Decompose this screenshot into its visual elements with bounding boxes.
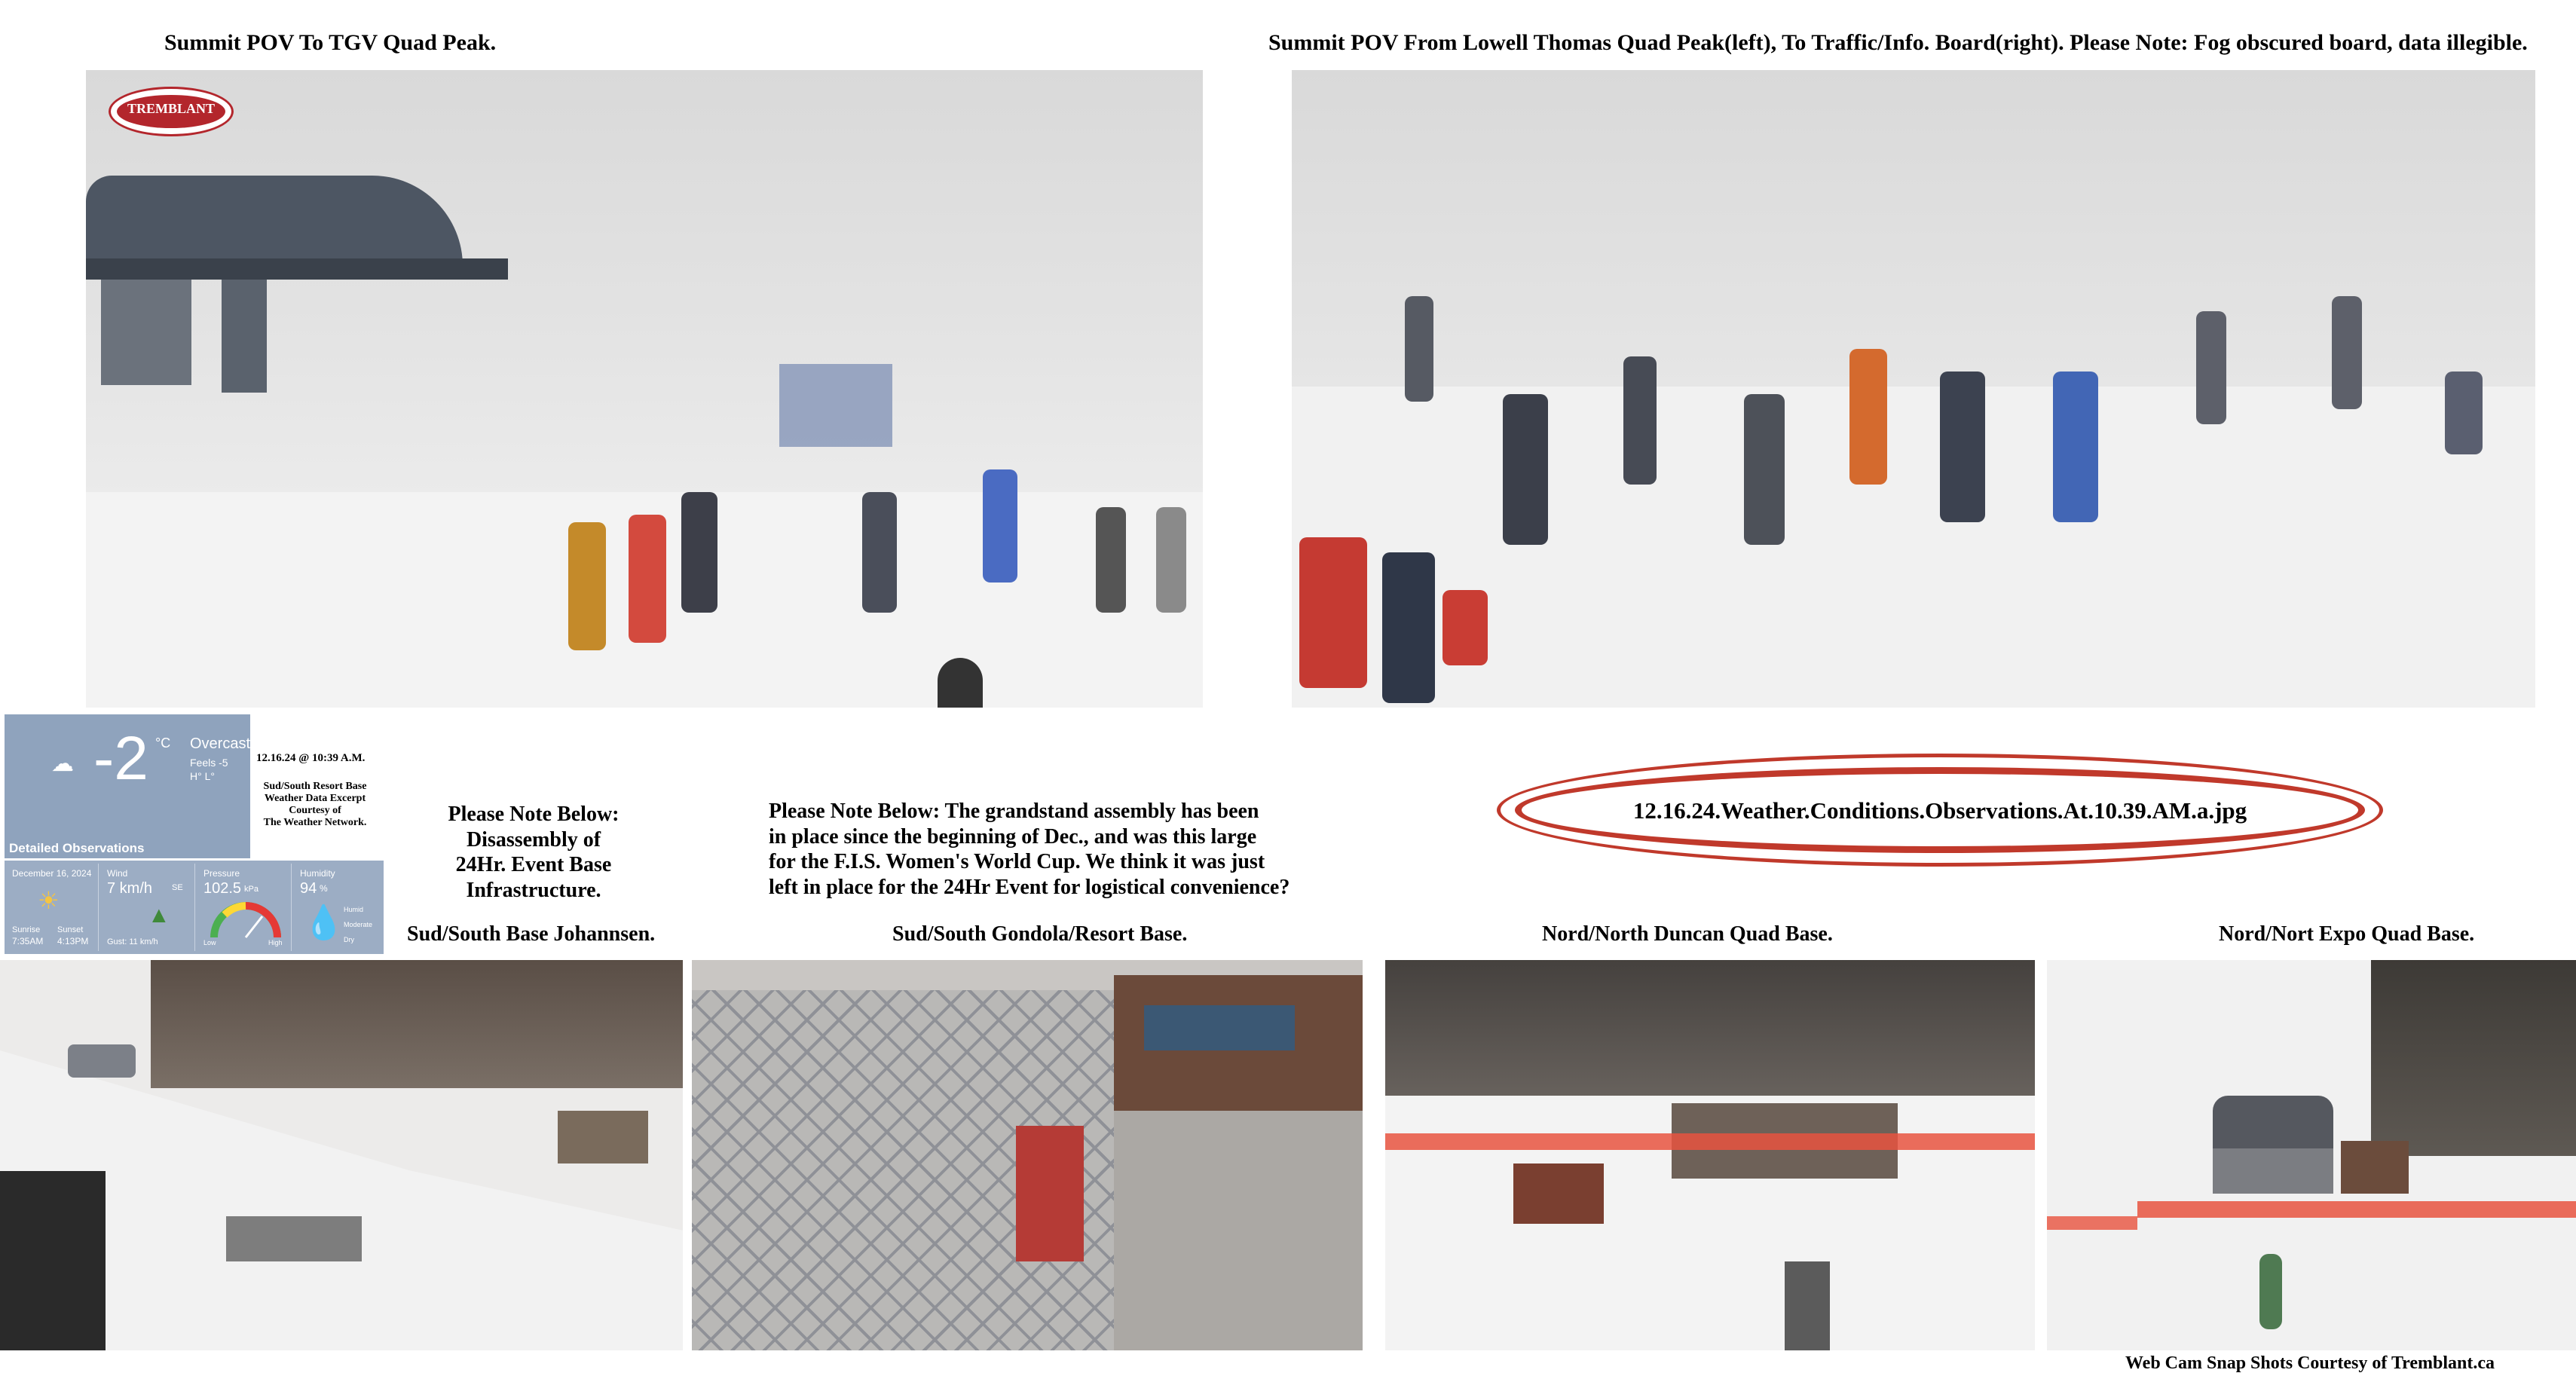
webcam-north-duncan [1385,960,2035,1350]
weather-widget-details [5,861,384,954]
humidity-level-humid: Humid [344,906,364,913]
humidity-value: 94 [300,880,317,897]
pressure-gauge-icon [210,901,282,940]
pressure-value: 102.5 [203,880,242,897]
humidity-label: Humidity [300,868,335,879]
temperature-value: -2 [93,724,148,793]
wind-value: 7 km/h [107,880,153,897]
wind-card [102,864,195,951]
caption-south-gondola: Sud/South Gondola/Resort Base. [892,922,1188,946]
tremblant-logo: TREMBLANT [109,87,234,136]
webcam-lowell-thomas-summit [1292,70,2535,708]
pressure-label: Pressure [203,868,240,879]
sunrise-time: 7:35AM [12,936,44,946]
water-drop-icon: 💧 [303,904,344,941]
note-grandstand: Please Note Below: The grandstand assembly has been in place since the beginning of Dec., and was this large for the F.I.S. Women's World Cup. We think it was just left in place for the 24Hr Event for logistical convenience? [769,800,1290,899]
weather-widget-current [5,714,250,858]
gauge-low-label: Low [203,939,216,946]
sun-card [8,864,99,951]
feels-like-text: Feels -5 [190,757,228,769]
lift-station [86,176,493,349]
wind-label: Wind [107,868,128,879]
humidity-unit: % [320,883,328,894]
sun-icon: ☀ [38,887,60,914]
pressure-unit: kPa [244,885,259,894]
sunset-time: 4:13PM [57,936,89,946]
footer-credit: Web Cam Snap Shots Courtesy of Tremblant.ca [2125,1353,2495,1373]
webcam-south-gondola [692,960,1363,1350]
sunrise-label: Sunrise [12,925,41,934]
caption-top-left: Summit POV To TGV Quad Peak. [164,30,497,55]
temperature-unit: °C [155,735,171,751]
gauge-high-label: High [268,939,283,946]
filename-label: 12.16.24.Weather.Conditions.Observations.At.10.39.AM.a.jpg [1632,797,2247,824]
date-text: December 16, 2024 [12,868,92,879]
webcam-tgv-summit [86,70,1203,708]
webcam-south-base-johannsen [0,960,683,1350]
cloud-icon: ☁ [51,751,74,776]
note-disassembly: Please Note Below: Disassembly of 24Hr. Event Base Infrastructure. [448,803,620,902]
high-low-text: H° L° [190,770,215,782]
sunset-label: Sunset [57,925,84,934]
gust-text: Gust: 11 km/h [107,937,158,946]
humidity-level-moderate: Moderate [344,921,373,928]
tree-icon: ▲ [148,903,170,928]
caption-north-duncan: Nord/North Duncan Quad Base. [1542,922,1833,946]
humidity-card [295,864,381,951]
condition-text: Overcast [190,735,251,752]
webcam-north-expo [2047,960,2576,1350]
caption-north-expo: Nord/Nort Expo Quad Base. [2219,922,2475,946]
wind-direction: SE [172,883,183,892]
caption-south-base-johannsen: Sud/South Base Johannsen. [407,922,656,946]
weather-credit: Sud/South Resort Base Weather Data Excerpt Courtesy of The Weather Network. [263,781,367,829]
info-signboard [779,364,892,447]
detailed-observations-title: Detailed Observations [9,841,145,855]
pressure-card [199,864,292,951]
weather-timestamp: 12.16.24 @ 10:39 A.M. [256,752,366,764]
humidity-level-dry: Dry [344,936,354,943]
caption-top-right: Summit POV From Lowell Thomas Quad Peak(left), To Traffic/Info. Board(right). Please Note: Fog obscured board, data illegible. [1268,30,2528,55]
